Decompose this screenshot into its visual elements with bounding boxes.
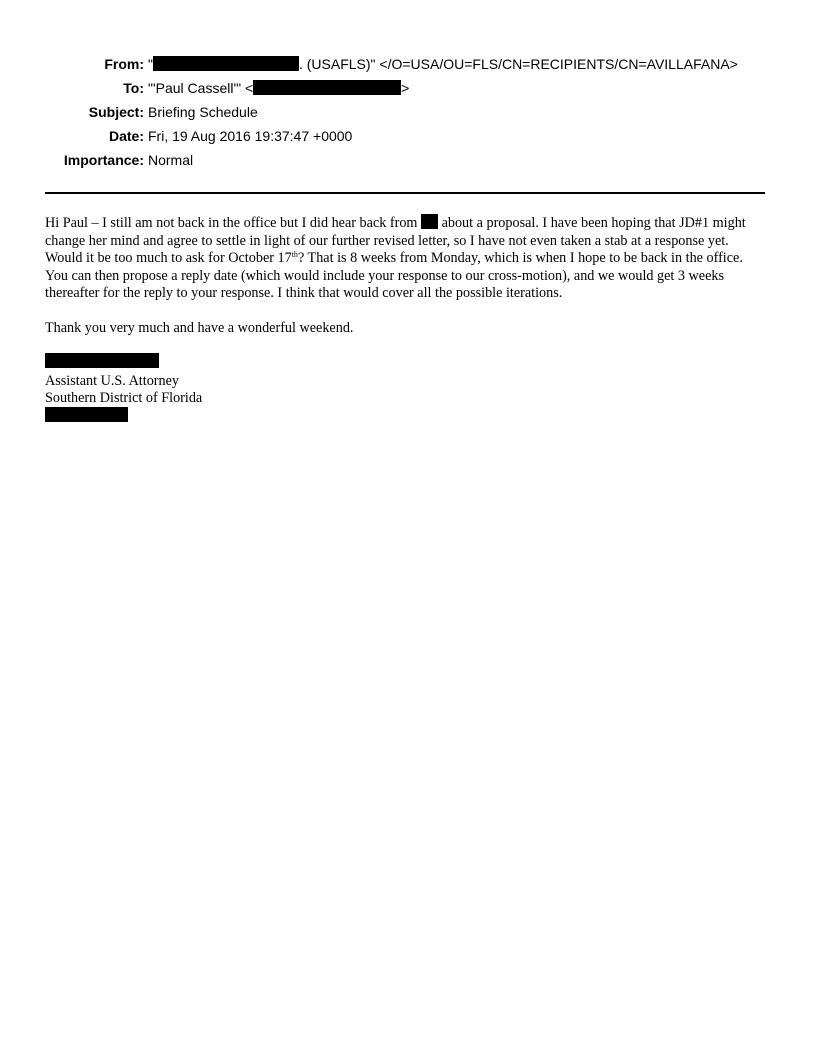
signature-name-redacted xyxy=(45,353,202,373)
header-divider xyxy=(45,192,765,194)
email-header xyxy=(0,52,816,172)
from-suffix: . (USAFLS)" </O=USA/OU=FLS/CN=RECIPIENTS/CN=AVILLAFANA> xyxy=(298,56,738,72)
to-suffix: > xyxy=(401,80,410,96)
signature-title: Assistant U.S. Attorney xyxy=(45,373,179,389)
importance-label: Importance: xyxy=(63,152,144,168)
redaction-block xyxy=(45,407,128,422)
from-value xyxy=(148,52,738,76)
superscript: th xyxy=(291,250,298,259)
signature-office: Southern District of Florida xyxy=(45,390,203,406)
to-prefix: "'Paul Cassell'" < xyxy=(148,80,254,96)
body-text: about a proposal. I have been hoping that JD#1 might change her mind and agree to settle in light of our further revised letter, so I have not even taken a stab at a response yet. Would it be too much to ask for October 17 xyxy=(45,215,746,266)
email-body xyxy=(45,214,767,337)
signature-block xyxy=(45,353,202,427)
redaction-block xyxy=(153,56,299,71)
date-row xyxy=(0,124,816,148)
from-prefix: " xyxy=(148,56,153,72)
closing-paragraph: Thank you very much and have a wonderful weekend. xyxy=(45,319,354,336)
body-paragraph xyxy=(45,214,767,303)
date-label: Date: xyxy=(108,128,144,144)
subject-row xyxy=(0,100,816,124)
body-text: ? That is 8 weeks from Monday, which is when I hope to be back in the office. You can then propose a reply date (which would include your response to our cross-motion), and we would get 3 weeks thereafter for the reply to your response. I think that would cover all the possible iterations. xyxy=(45,250,743,301)
importance-value: Normal xyxy=(148,152,194,168)
subject-value: Briefing Schedule xyxy=(148,104,258,120)
to-row xyxy=(0,76,816,100)
redaction-block xyxy=(45,353,159,368)
from-row xyxy=(0,52,816,76)
redaction-block xyxy=(253,80,401,95)
to-value xyxy=(148,76,409,100)
body-text: Hi Paul – I still am not back in the office but I did hear back from xyxy=(45,215,418,231)
redaction-block xyxy=(421,214,438,229)
signature-contact-redacted xyxy=(45,407,202,427)
importance-row xyxy=(0,148,816,172)
subject-label: Subject: xyxy=(88,104,144,120)
to-label: To: xyxy=(123,80,144,96)
from-label: From: xyxy=(104,56,144,72)
date-value: Fri, 19 Aug 2016 19:37:47 +0000 xyxy=(148,128,353,144)
